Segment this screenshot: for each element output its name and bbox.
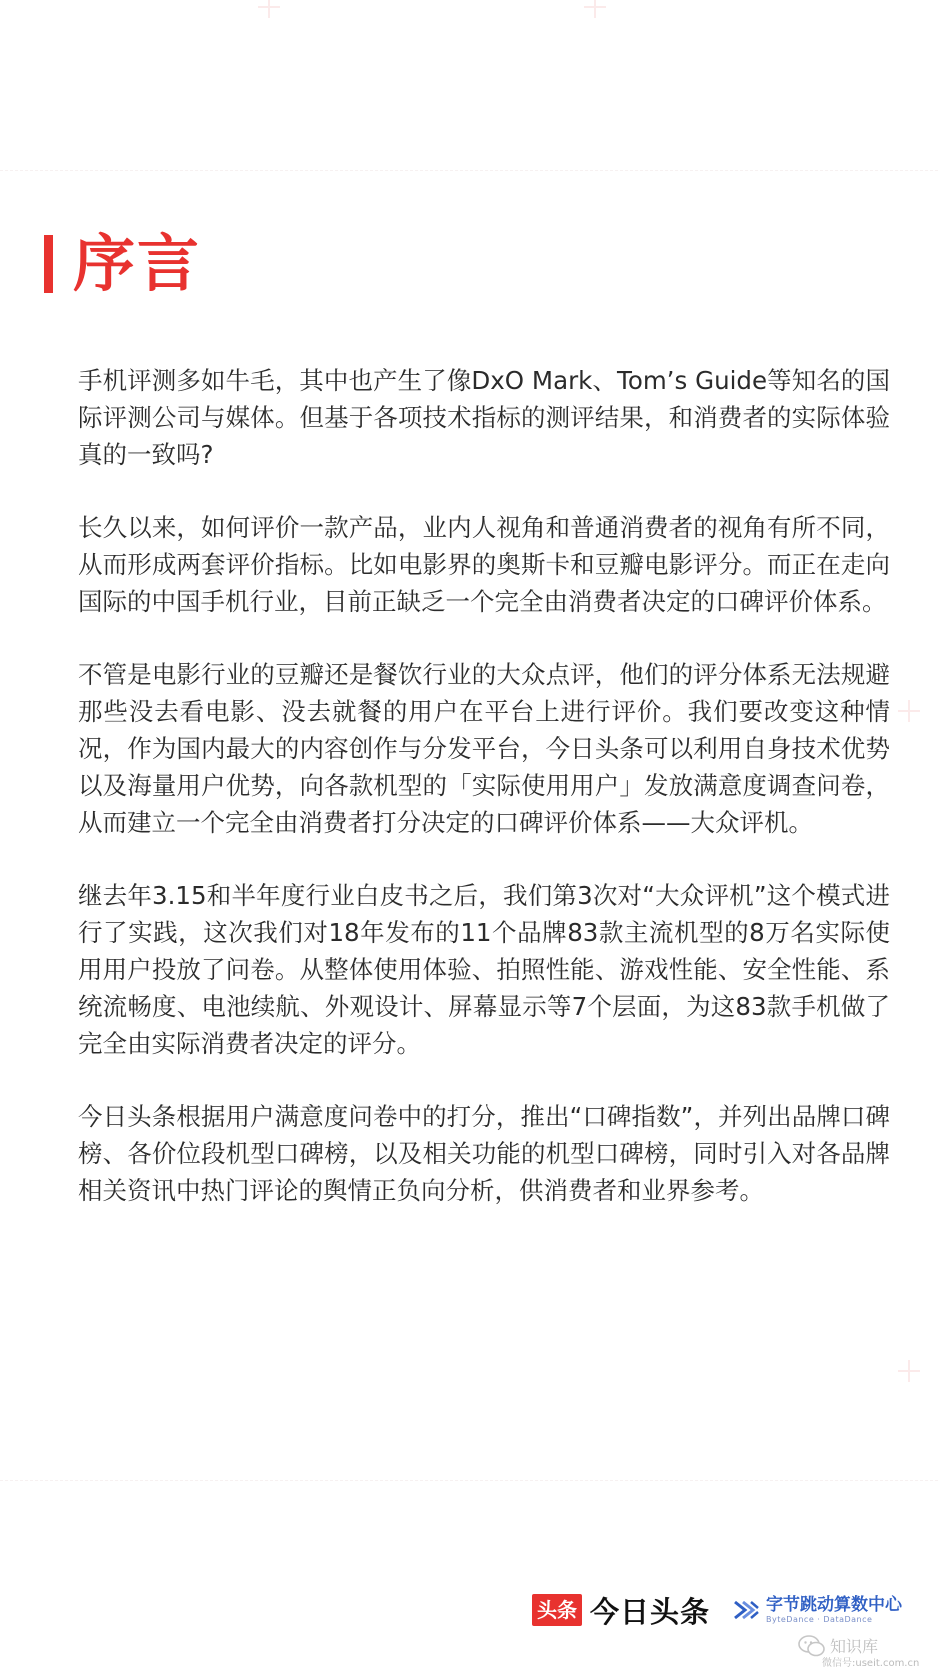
watermark-subtitle: 微信号:useit.com.cn	[822, 1658, 920, 1669]
paragraph-1: 手机评测多如牛毛，其中也产生了像DxO Mark、Tom’s Guide等知名的国际评测公司与媒体。但基于各项技术指标的测评结果，和消费者的实际体验真的一致吗?	[78, 366, 890, 469]
crosshair-mark	[584, 0, 606, 18]
bytedance-logo	[732, 1595, 902, 1625]
preface-body	[78, 362, 890, 1245]
heading-accent-bar	[44, 235, 53, 293]
toutiao-logo-name: 今日头条	[590, 1594, 711, 1629]
crosshair-mark	[898, 1360, 920, 1382]
paragraph-5: 今日头条根据用户满意度问卷中的打分，推出“口碑指数”，并列出品牌口碑榜、各价位段机型口碑榜，以及相关功能的机型口碑榜，同时引入对各品牌相关资讯中热门评论的舆情正负向分析，供消费者和业界参考。	[78, 1102, 890, 1205]
bytedance-subname: ByteDance · DataDance	[766, 1615, 873, 1624]
paragraph-2: 长久以来，如何评价一款产品，业内人视角和普通消费者的视角有所不同，从而形成两套评价指标。比如电影界的奥斯卡和豆瓣电影评分。而正在走向国际的中国手机行业，目前正缺乏一个完全由消费者决定的口碑评价体系。	[78, 513, 890, 616]
footer-logos	[532, 1590, 902, 1630]
paragraph-4: 继去年3.15和半年度行业白皮书之后，我们第3次对“大众评机”这个模式进行了实践，这次我们对18年发布的11个品牌83款主流机型的8万名实际使用用户投放了问卷。从整体使用体验、拍照性能、游戏性能、安全性能、系统流畅度、电池续航、外观设计、屏幕显示等7个层面，为这83款手机做了完全由实际消费者决定的评分。	[78, 881, 890, 1058]
section-heading	[44, 227, 202, 300]
crosshair-mark	[898, 700, 920, 722]
bg-divider-line	[0, 170, 938, 171]
crosshair-mark	[258, 0, 280, 18]
bg-divider-line	[0, 1480, 938, 1481]
section-title: 序言	[73, 227, 202, 300]
paragraph-3: 不管是电影行业的豆瓣还是餐饮行业的大众点评，他们的评分体系无法规避那些没去看电影、没去就餐的用户在平台上进行评价。我们要改变这种情况，作为国内最大的内容创作与分发平台，今日头条可以利用自身技术优势以及海量用户优势，向各款机型的「实际使用用户」发放满意度调查问卷，从而建立一个完全由消费者打分决定的口碑评价体系——大众评机。	[78, 660, 890, 837]
toutiao-logo-badge: 头条	[532, 1594, 582, 1626]
bytedance-logo-icon	[732, 1596, 760, 1624]
bytedance-name: 字节跳动算数中心	[766, 1595, 903, 1615]
watermark-name: 知识库	[830, 1637, 879, 1656]
